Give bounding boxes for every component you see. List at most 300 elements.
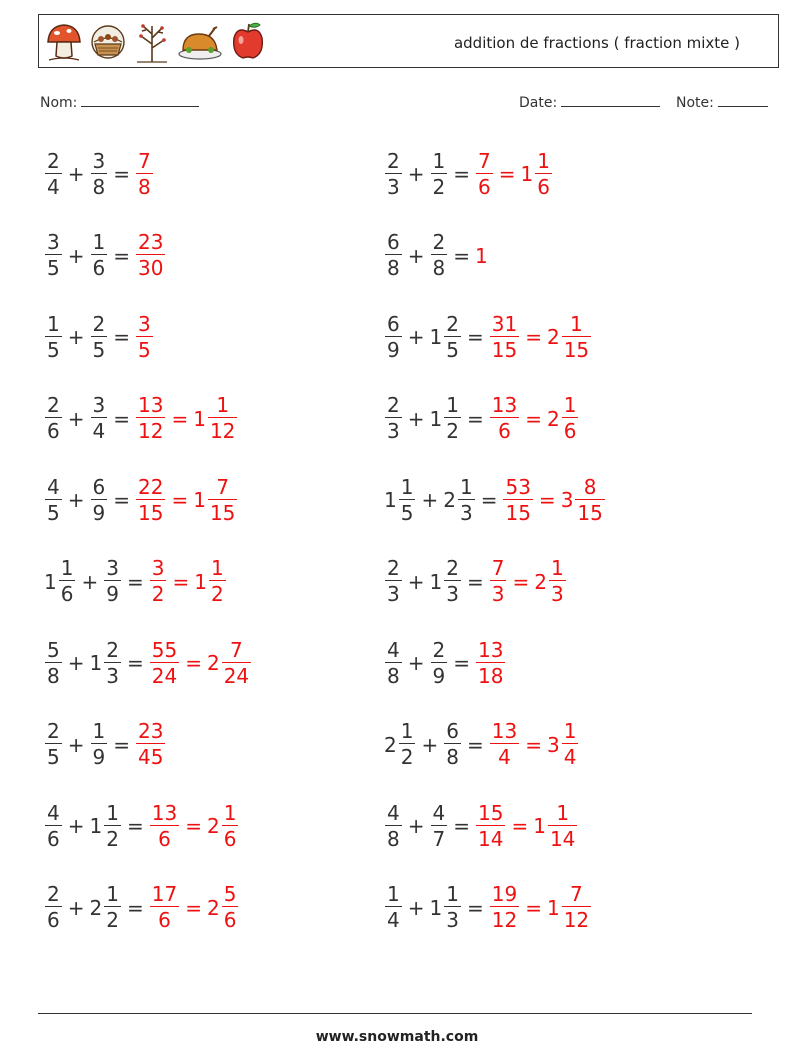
mixed-number [44,556,76,607]
plus-sign: + [67,325,85,349]
denominator: 3 [491,582,505,606]
problem-14 [384,635,506,691]
numerator: 4 [387,637,400,662]
mixed-number [489,719,520,770]
equals-sign: = [126,814,144,838]
numerator: 4 [47,474,60,499]
fraction [208,393,237,444]
mixed-number [430,230,449,281]
mixed-number [207,882,239,933]
whole-part: 2 [534,569,547,594]
numerator: 1 [210,556,224,580]
fraction [385,393,402,444]
numerator: 2 [446,556,459,580]
apple-icon [229,20,267,64]
fraction [45,393,62,444]
denominator: 2 [400,745,414,769]
denominator: 8 [47,663,60,688]
denominator: 4 [92,419,106,443]
denominator: 8 [387,826,400,851]
fraction [150,556,167,607]
numerator: 2 [92,311,106,336]
fraction [222,882,239,933]
mixed-number [521,149,553,200]
whole-part: 1 [533,814,546,838]
mixed-number [430,556,462,607]
fraction [549,556,566,607]
denominator: 4 [498,745,511,769]
denominator: 6 [47,908,60,932]
fraction [476,801,505,852]
fraction [562,393,579,444]
mixed-number [103,556,122,607]
date-blank-line[interactable] [561,93,660,107]
footer-url: www.snowmath.com [315,1029,479,1045]
fraction [45,882,62,933]
whole-part: 2 [206,651,220,675]
mixed-number [44,393,63,444]
grade-blank-line[interactable] [718,93,768,107]
fraction [222,638,251,689]
numerator: 8 [583,474,597,499]
equals-sign: = [466,325,484,349]
numerator: 2 [432,637,446,662]
equals-sign: = [466,569,484,594]
denominator: 15 [209,500,236,525]
mixed-number [384,882,403,933]
fraction [503,475,532,526]
fraction [431,230,448,281]
mixed-number [534,556,566,607]
denominator: 14 [478,826,504,851]
whole-part: 1 [429,569,443,594]
denominator: 9 [106,582,119,606]
denominator: 5 [400,500,414,525]
denominator: 9 [432,663,446,688]
numerator: 6 [92,474,106,499]
answer-equals-sign: = [525,732,542,757]
mixed-number [475,149,494,200]
denominator: 12 [209,419,236,443]
mixed-number [90,801,122,852]
fraction [45,801,62,852]
problem-13 [44,635,252,691]
denominator: 18 [478,663,504,688]
denominator: 3 [446,582,459,606]
mixed-number [533,801,578,852]
numerator: 4 [432,800,446,825]
problem-4 [384,228,489,284]
plus-sign: + [421,732,439,757]
plus-sign: + [407,895,425,920]
denominator: 6 [47,419,60,443]
answer-equals-sign: = [511,814,529,838]
numerator: 23 [138,230,164,254]
fraction [444,882,461,933]
denominator: 9 [387,337,400,362]
mixed-number [135,149,154,200]
denominator: 2 [151,582,165,606]
fraction [45,638,62,689]
numerator: 53 [505,474,531,499]
numerator: 2 [47,148,60,173]
name-field[interactable] [40,93,199,111]
whole-part: 2 [206,814,220,838]
whole-part: 1 [546,895,560,920]
numerator: 4 [387,800,400,825]
fraction [444,556,461,607]
fraction [385,882,402,933]
fraction [136,230,165,281]
problem-17 [44,798,239,854]
fraction [136,393,165,444]
denominator: 15 [577,500,603,525]
whole-part: 1 [89,651,103,675]
answer-equals-sign: = [185,651,202,675]
denominator: 2 [106,826,119,851]
problem-2 [384,146,553,202]
numerator: 31 [491,311,518,336]
numerator: 17 [151,882,178,906]
mixed-number [384,393,403,444]
numerator: 3 [106,556,119,580]
equals-sign: = [126,651,144,675]
numerator: 1 [387,882,400,906]
denominator: 5 [47,745,60,769]
whole-part: 1 [89,814,103,838]
plus-sign: + [407,569,425,594]
problem-12 [384,554,567,610]
mixed-number [475,801,506,852]
name-label: Nom: [40,95,78,111]
numerator: 19 [491,882,518,906]
denominator: 8 [92,174,106,199]
mixed-number [502,475,533,526]
fraction [385,149,402,200]
fraction [385,638,402,689]
numerator: 13 [478,637,504,662]
answer-equals-sign: = [171,406,189,431]
numerator: 1 [400,719,414,743]
mixed-number [475,244,489,268]
numerator: 1 [216,393,230,417]
answer-equals-sign: = [498,162,516,186]
fraction [444,312,461,363]
numerator: 1 [47,311,60,336]
denominator: 4 [387,908,400,932]
mixed-number [135,393,166,444]
numerator: 2 [47,719,60,743]
denominator: 15 [505,500,531,525]
mixed-number [384,230,403,281]
problem-10 [384,472,606,528]
fraction [490,882,519,933]
problem-1 [44,146,154,202]
denominator: 3 [387,419,400,443]
numerator: 1 [556,800,570,825]
answer-equals-sign: = [525,325,542,349]
mixed-number [44,638,63,689]
mixed-number [430,882,462,933]
fraction [59,556,76,607]
whole-part: 1 [194,569,207,594]
numerator: 1 [570,311,583,336]
mixed-number [44,149,63,200]
plus-sign: + [67,243,85,268]
mixed-number [384,475,416,526]
equals-sign: = [466,732,484,757]
denominator: 8 [387,256,400,280]
numerator: 55 [151,637,178,662]
whole-part: 1 [429,895,443,920]
fraction [385,312,402,363]
mixed-number [475,638,506,689]
mixed-number [90,719,109,770]
fraction [104,638,121,689]
problem-3 [44,228,166,284]
fraction [45,230,62,281]
numerator: 2 [432,230,446,254]
equals-sign: = [126,569,144,594]
mixed-number [430,149,449,200]
mixed-number [489,556,508,607]
answer-equals-sign: = [525,895,542,920]
mixed-number [443,719,462,770]
mixed-number [90,149,109,200]
denominator: 6 [47,826,60,851]
mixed-number [384,149,403,200]
fraction [150,882,179,933]
plus-sign: + [67,814,85,838]
numerator: 13 [151,800,178,825]
fraction [91,393,108,444]
fraction [444,393,461,444]
denominator: 45 [138,745,164,769]
numerator: 2 [47,882,60,906]
plus-sign: + [67,488,85,512]
worksheet-header [38,14,779,68]
mixed-number [194,556,226,607]
whole-part: 2 [206,895,220,920]
problem-16 [384,717,579,773]
plus-sign: + [407,162,425,186]
numerator: 7 [138,148,151,173]
denominator: 5 [47,256,60,280]
numerator: 7 [478,148,491,173]
numerator: 1 [60,556,74,580]
fraction [562,312,591,363]
numerator: 1 [432,148,446,173]
numerator: 1 [400,474,414,499]
mixed-number [207,801,239,852]
equals-sign: = [453,814,470,838]
whole-part: 1 [520,162,534,186]
denominator: 2 [210,582,224,606]
fraction [91,475,108,526]
grade-field[interactable] [676,93,768,111]
fraction [399,475,416,526]
denominator: 5 [92,337,106,362]
numerator: 1 [446,393,459,417]
answer-equals-sign: = [512,569,530,594]
denominator: 6 [60,582,74,606]
denominator: 2 [446,419,459,443]
denominator: 3 [387,582,400,606]
mixed-number [489,312,520,363]
fraction [208,475,237,526]
name-blank-line[interactable] [81,93,199,107]
denominator: 5 [47,500,60,525]
plus-sign: + [67,895,85,920]
mixed-number [384,638,403,689]
denominator: 5 [47,337,60,362]
denominator: 30 [138,256,164,280]
numerator: 7 [216,474,230,499]
whole-part: 1 [429,325,443,349]
denominator: 6 [158,826,171,851]
fraction [385,556,402,607]
mixed-number [44,719,63,770]
numerator: 3 [92,148,106,173]
plus-sign: + [67,406,85,431]
denominator: 6 [92,256,106,280]
denominator: 9 [92,745,106,769]
numerator: 23 [138,719,164,743]
denominator: 24 [151,663,178,688]
numerator: 1 [563,393,577,417]
denominator: 6 [563,419,577,443]
grade-label: Note: [676,95,714,111]
fraction [562,882,591,933]
fraction [91,312,108,363]
mixed-number [430,393,462,444]
numerator: 6 [387,230,400,254]
numerator: 7 [230,637,243,662]
fraction [45,312,62,363]
numerator: 2 [47,393,60,417]
whole-part: 1 [44,569,57,594]
whole-part: 2 [443,488,456,512]
equals-sign: = [113,732,130,757]
mixed-number [44,312,63,363]
mixed-number [90,475,109,526]
denominator: 3 [106,663,119,688]
fraction [150,801,179,852]
numerator: 3 [151,556,165,580]
whole-part: 3 [560,488,574,512]
mixed-number [90,312,109,363]
fraction [136,719,165,770]
denominator: 24 [223,663,250,688]
numerator: 15 [478,800,504,825]
numerator: 1 [563,719,577,743]
fraction [399,719,416,770]
numerator: 1 [92,230,106,254]
denominator: 6 [223,908,237,932]
numerator: 1 [550,556,564,580]
mixed-number [135,719,166,770]
problem-6 [384,309,592,365]
fraction [575,475,604,526]
mixed-number [193,475,238,526]
plus-sign: + [67,651,85,675]
denominator: 15 [563,337,590,362]
equals-sign: = [466,895,484,920]
numerator: 2 [106,637,119,662]
mixed-number [90,638,122,689]
fraction [222,801,239,852]
numerator: 1 [92,719,106,743]
mixed-number [90,393,109,444]
problem-5 [44,309,154,365]
mixed-number [149,556,168,607]
footer-divider [38,1013,752,1014]
denominator: 14 [549,826,576,851]
fraction [490,719,519,770]
fraction [490,312,519,363]
fraction [209,556,226,607]
denominator: 6 [537,174,550,199]
fraction [104,556,121,607]
plus-sign: + [67,732,85,757]
fraction [45,475,62,526]
denominator: 9 [92,500,106,525]
whole-part: 1 [475,243,488,268]
nut-basket-icon [89,20,127,64]
problem-20 [384,880,592,936]
numerator: 7 [570,882,583,906]
denominator: 15 [138,500,164,525]
mixed-number [443,475,475,526]
denominator: 5 [138,337,151,362]
whole-part: 2 [546,406,560,431]
fraction [458,475,475,526]
numerator: 6 [446,719,459,743]
denominator: 6 [223,826,237,851]
mixed-number [384,312,403,363]
fraction [136,312,153,363]
fraction [490,393,519,444]
mixed-number [430,638,449,689]
whole-part: 2 [384,732,397,757]
answer-equals-sign: = [525,406,542,431]
mixed-number [90,230,109,281]
bare-tree-icon [133,20,171,64]
fraction [385,801,402,852]
mixed-number [547,312,592,363]
mixed-number [90,882,122,933]
plus-sign: + [407,325,425,349]
mixed-number [135,475,166,526]
equals-sign: = [480,488,498,512]
whole-part: 1 [193,488,206,512]
equals-sign: = [466,406,484,431]
mixed-number [207,638,252,689]
whole-part: 1 [384,488,397,512]
header-icons [45,19,267,65]
fraction [562,719,579,770]
fraction [136,149,153,200]
fraction [490,556,507,607]
numerator: 22 [138,474,164,499]
numerator: 2 [387,148,400,173]
mushroom-icon [45,20,83,64]
mixed-number [44,230,63,281]
fraction [476,638,505,689]
plus-sign: + [407,406,425,431]
mixed-number [384,719,416,770]
date-field[interactable] [519,93,660,111]
